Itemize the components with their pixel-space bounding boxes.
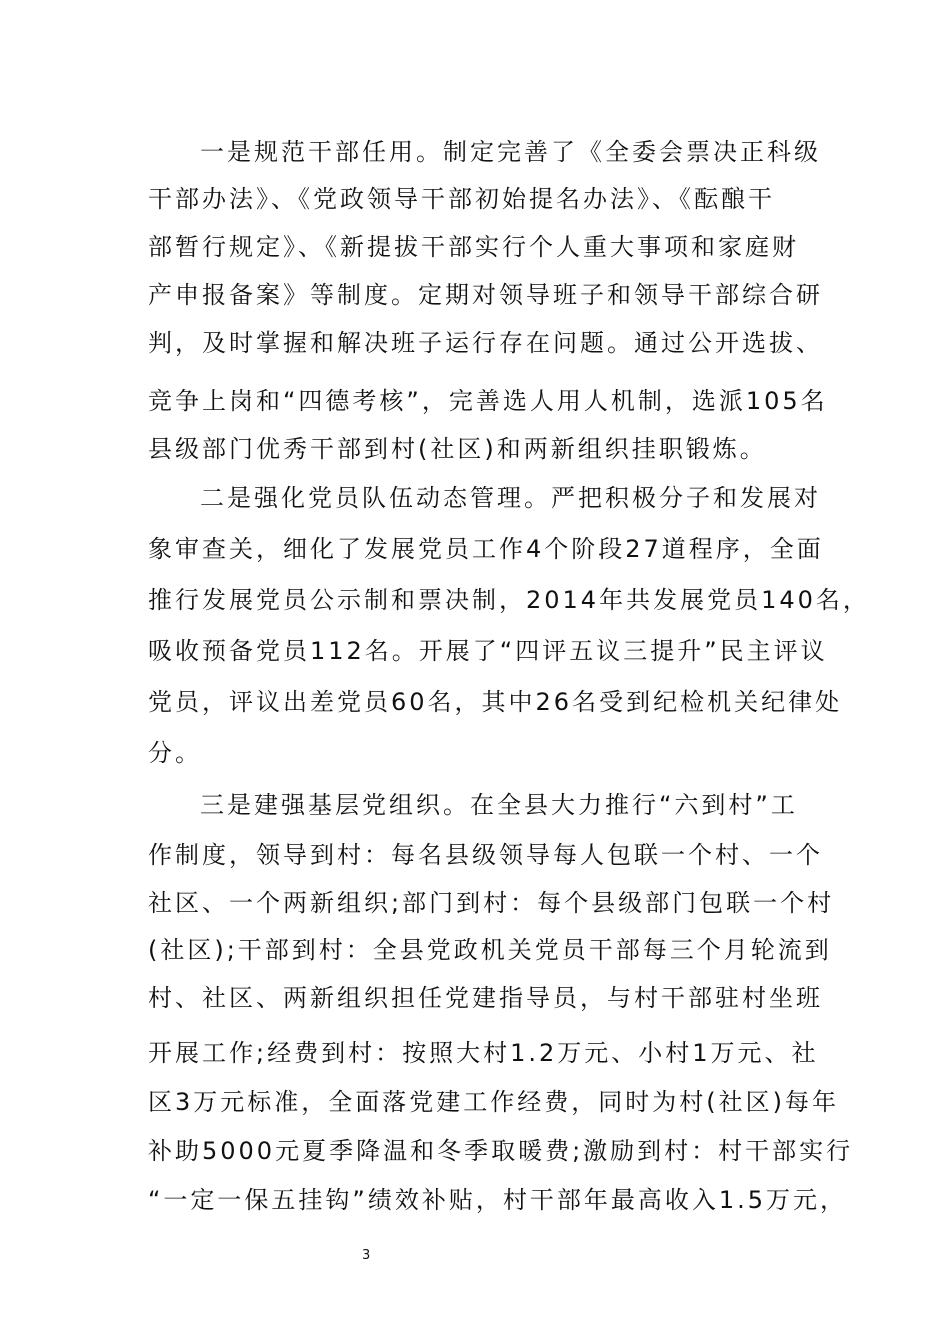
text-line: 三是建强基层党组织。在全县大力推行“六到村”工: [200, 791, 798, 819]
text-line: 竞争上岗和“四德考核”，完善选人用人机制，选派105名: [148, 387, 828, 415]
text-line: (社区);干部到村：全县党政机关党员干部每三个月轮流到: [148, 936, 832, 964]
text-line: 村、社区、两新组织担任党建指导员，与村干部驻村坐班: [148, 984, 823, 1012]
text-line: 判，及时掌握和解决班子运行存在问题。通过公开选拔、: [148, 329, 823, 357]
text-line: “一定一保五挂钩”绩效补贴，村干部年最高收入1.5万元，: [148, 1186, 848, 1214]
text-line: 开展工作;经费到村：按照大村1.2万元、小村1万元、社: [148, 1039, 819, 1067]
text-line: 作制度，领导到村：每名县级领导每人包联一个村、一个: [148, 841, 823, 869]
text-line: 区3万元标准，全面落党建工作经费，同时为村(社区)每年: [148, 1088, 839, 1116]
text-line: 补助5000元夏季降温和冬季取暖费;激励到村：村干部实行: [148, 1137, 854, 1165]
text-line: 一是规范干部任用。制定完善了《全委会票决正科级: [200, 138, 821, 166]
text-line: 县级部门优秀干部到村(社区)和两新组织挂职锻炼。: [148, 435, 767, 463]
text-line: 党员，评议出差党员60名，其中26名受到纪检机关纪律处: [148, 688, 843, 716]
text-line: 分。: [148, 739, 202, 767]
text-line: 干部办法》、《党政领导干部初始提名办法》、《酝酿干: [148, 185, 775, 213]
text-line: 部暂行规定》、《新提拔干部实行个人重大事项和家庭财: [148, 233, 799, 261]
text-line: 社区、一个两新组织;部门到村：每个县级部门包联一个村: [148, 889, 835, 917]
text-line: 产申报备案》等制度。定期对领导班子和领导干部综合研: [148, 281, 823, 309]
page-number: 3: [362, 1248, 371, 1263]
text-line: 象审查关，细化了发展党员工作4个阶段27道程序，全面: [148, 535, 824, 563]
text-line: 推行发展党员公示制和票决制，2014年共发展党员140名，: [148, 586, 870, 614]
text-line: 吸收预备党员112名。开展了“四评五议三提升”民主评议: [148, 637, 828, 665]
text-line: 二是强化党员队伍动态管理。严把积极分子和发展对: [200, 484, 821, 512]
